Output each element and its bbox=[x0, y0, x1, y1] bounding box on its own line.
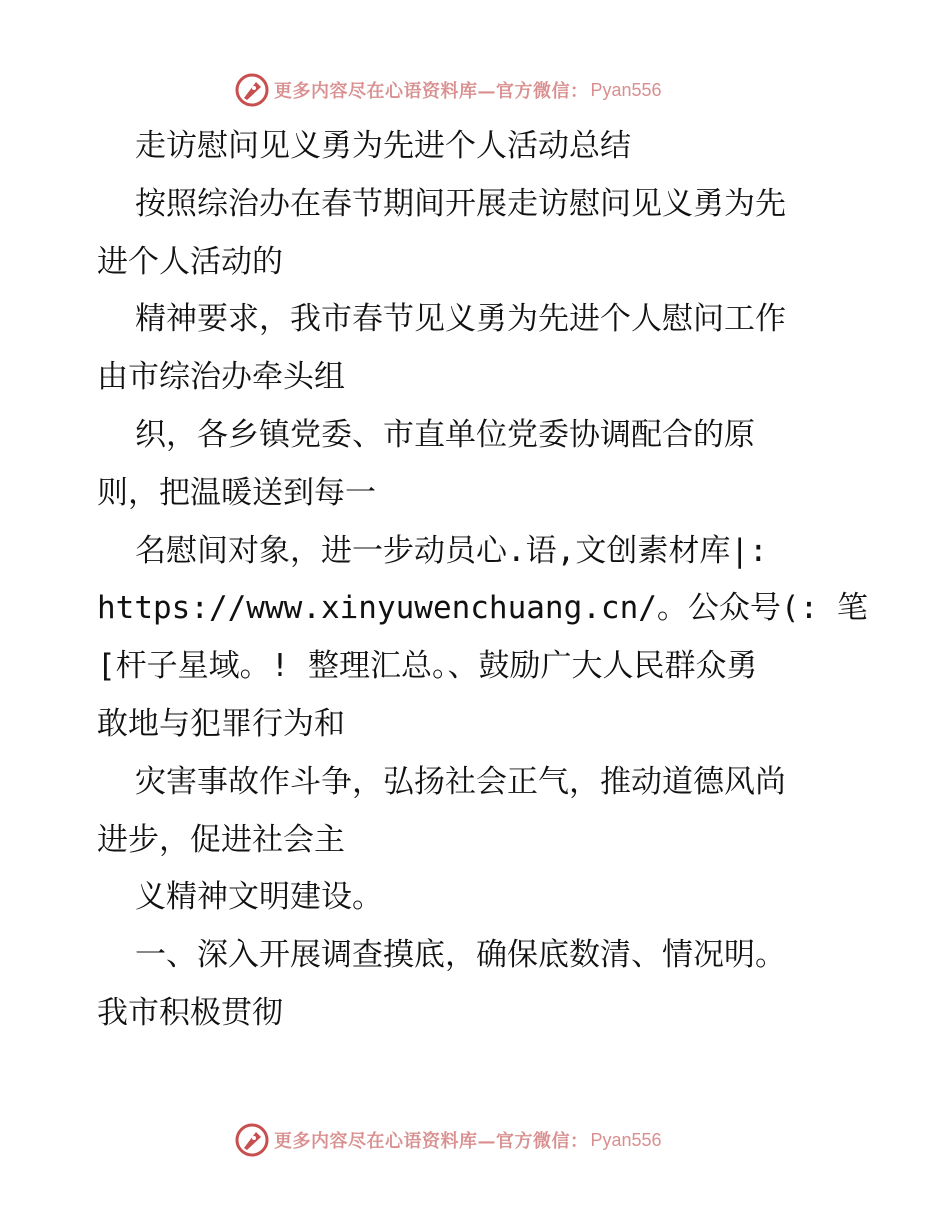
body-line: 织，各乡镇党委、市直单位党委协调配合的原 bbox=[135, 416, 755, 453]
body-line: 进步，促进社会主 bbox=[97, 821, 345, 858]
watermark-footer bbox=[234, 1120, 662, 1160]
body-line: 按照综治办在春节期间开展走访慰问见义勇为先 bbox=[135, 185, 786, 222]
watermark-header bbox=[234, 70, 662, 110]
watermark-text: 更多内容尽在心语资料库—官方微信： bbox=[274, 81, 589, 102]
body-line: 义精神文明建设。 bbox=[135, 879, 383, 916]
watermark-wechat-id: Pyan556 bbox=[590, 79, 662, 100]
body-line: [杆子星域。! 整理汇总。、鼓励广大人民群众勇 bbox=[97, 648, 758, 685]
body-line: 名慰间对象，进一步动员心.语,文创素材库|: bbox=[135, 532, 768, 569]
body-line: 灾害事故作斗争，弘扬社会正气，推动道德风尚 bbox=[135, 763, 786, 800]
body-line: 则，把温暖送到每一 bbox=[97, 474, 376, 511]
body-line: 我市积极贯彻 bbox=[97, 994, 283, 1031]
document-title: 走访慰问见义勇为先进个人活动总结 bbox=[135, 128, 631, 164]
watermark-wechat-id: Pyan556 bbox=[590, 1129, 662, 1150]
body-line: 进个人活动的 bbox=[97, 243, 283, 280]
pen-nib-logo-icon bbox=[234, 72, 270, 108]
pen-nib-logo-icon bbox=[234, 1122, 270, 1158]
body-line: 敢地与犯罪行为和 bbox=[97, 705, 345, 742]
body-line-url: https://www.xinyuwenchuang.cn/。公众号(: 笔 bbox=[97, 590, 868, 627]
body-line: 精神要求，我市春节见义勇为先进个人慰问工作 bbox=[135, 301, 786, 338]
document-body bbox=[97, 118, 867, 1043]
section-heading: 一、深入开展调查摸底，确保底数清、情况明。 bbox=[135, 937, 786, 974]
watermark-text: 更多内容尽在心语资料库—官方微信： bbox=[274, 1131, 589, 1152]
body-line: 由市综治办牵头组 bbox=[97, 359, 345, 396]
